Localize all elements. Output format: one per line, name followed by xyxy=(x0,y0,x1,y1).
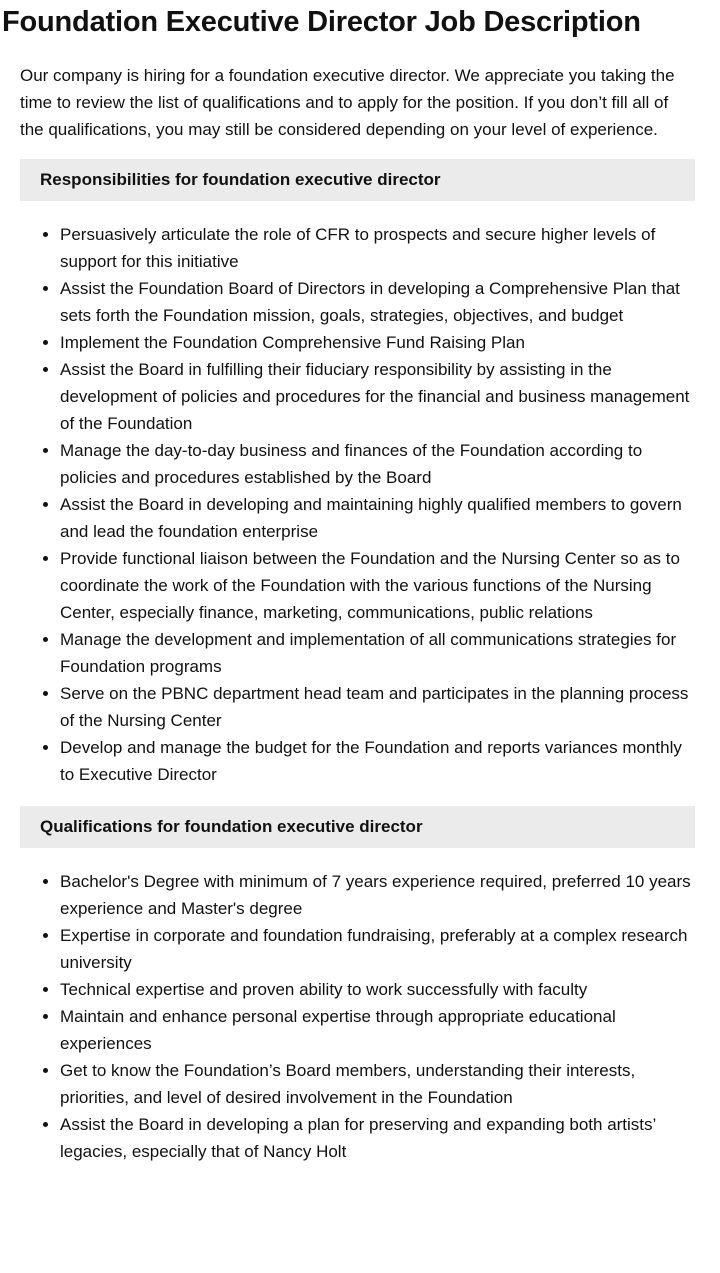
list-item: • Assist the Board in fulfilling their fiduciary responsibility by assisting in the development of policies and procedures for the financial and business management of the Foundation xyxy=(60,356,695,437)
list-item: • Implement the Foundation Comprehensive Fund Raising Plan xyxy=(60,329,695,356)
list-item: • Assist the Board in developing a plan for preserving and expanding both artists’ legacies, especially that of Nancy Holt xyxy=(60,1111,695,1165)
list-item: • Maintain and enhance personal expertise through appropriate educational experiences xyxy=(60,1003,695,1057)
list-item: • Persuasively articulate the role of CFR to prospects and secure higher levels of support for this initiative xyxy=(60,221,695,275)
list-item: • Develop and manage the budget for the Foundation and reports variances monthly to Executive Director xyxy=(60,734,695,788)
list-item: • Assist the Foundation Board of Directors in developing a Comprehensive Plan that sets forth the Foundation mission, goals, strategies, objectives, and budget xyxy=(60,275,695,329)
qualifications-heading: Qualifications for foundation executive director xyxy=(20,806,695,848)
list-item: • Bachelor's Degree with minimum of 7 years experience required, preferred 10 years experience and Master's degree xyxy=(60,868,695,922)
list-item: • Manage the development and implementation of all communications strategies for Foundation programs xyxy=(60,626,695,680)
responsibilities-heading: Responsibilities for foundation executive director xyxy=(20,159,695,201)
list-item: • Manage the day-to-day business and finances of the Foundation according to policies and procedures established by the Board xyxy=(60,437,695,491)
list-item: • Assist the Board in developing and maintaining highly qualified members to govern and lead the foundation enterprise xyxy=(60,491,695,545)
list-item: • Get to know the Foundation’s Board members, understanding their interests, priorities, and level of desired involvement in the Foundation xyxy=(60,1057,695,1111)
page-title: Foundation Executive Director Job Description xyxy=(2,6,641,38)
responsibilities-list xyxy=(20,221,695,788)
list-item: • Technical expertise and proven ability to work successfully with faculty xyxy=(60,976,695,1003)
list-item: • Provide functional liaison between the Foundation and the Nursing Center so as to coordinate the work of the Foundation with the various functions of the Nursing Center, especially finance, marketing, communications, public relations xyxy=(60,545,695,626)
list-item: • Serve on the PBNC department head team and participates in the planning process of the Nursing Center xyxy=(60,680,695,734)
intro-paragraph: Our company is hiring for a foundation executive director. We appreciate you taking the time to review the list of qualifications and to apply for the position. If you don’t fill all of the qualifications, you may still be considered depending on your level of experience. xyxy=(20,66,675,139)
qualifications-list xyxy=(20,868,695,1165)
list-item: • Expertise in corporate and foundation fundraising, preferably at a complex research university xyxy=(60,922,695,976)
